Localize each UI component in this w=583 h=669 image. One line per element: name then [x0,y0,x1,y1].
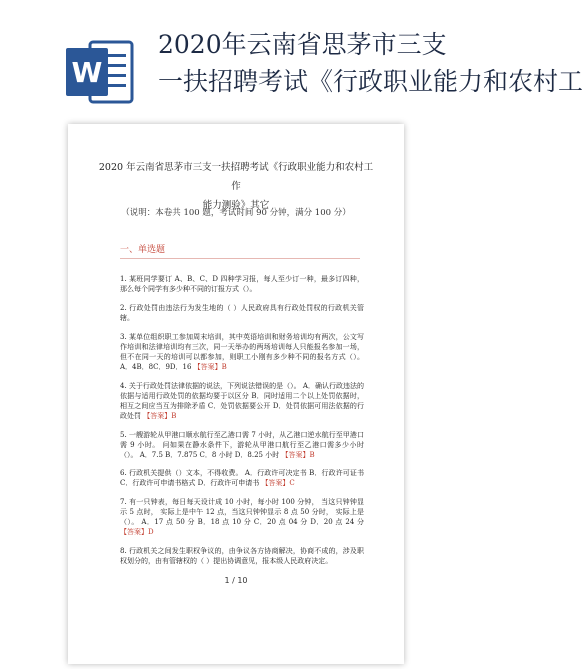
word-document-icon [64,36,136,108]
section-heading: 一、单选题 [120,245,166,255]
question-item [120,381,364,421]
question-text: 8. 行政机关之间发生职权争议的，由争议各方协商解决，协商不成的，涉及职权划分的，由有管辖权的（ ）提出协调意见，报本级人民政府决定。 [120,547,364,565]
document-banner [0,0,583,118]
document-title-line-1: 2020 年云南省思茅市三支一扶招聘考试《行政职业能力和农村工作 [98,162,374,192]
question-text: 1. 某班同学要订 A、B、C、D 四种学习报，每人至少订一种，最多订四种，那么每个同学有多少种不同的订报方式（）。 [120,275,364,293]
question-text: 2. 行政处罚由违法行为发生地的（ ）人民政府具有行政处罚权的行政机关管辖。 [120,304,364,322]
question-text: 7. 有一只钟表，每日每天设计成 10 小时，每小时 100 分钟， 当这只钟钟显示 5 点时， 实际上是中午 12 点，当这只钟钟显示 8 点 50 分时， 实际上是（）。 A．17 点 50 分 B．18 点 10 分 C．20 点 04 分 D．20 点 24 分 [120,498,364,526]
exam-note: （说明：本卷共 100 题，考试时间 90 分钟，满分 100 分） [121,208,351,218]
page-number: 1 / 10 [224,576,248,585]
question-list [120,274,364,575]
question-item [120,546,364,566]
question-item [120,332,364,372]
answer-label: 【答案】D [120,528,154,536]
question-text: 5. 一艘游轮从甲港口顺水航行至乙港口需 7 小时，从乙港口逆水航行至甲港口需 9 小时。 问如果在静水条件下，游轮从甲港口航行至乙港口需多少小时（）。 A．7.5 B．7.875 C．8 小时 D．8.25 小时 [120,431,364,459]
answer-label: 【答案】B [281,451,315,459]
answer-label: 【答案】B [193,363,227,371]
question-text: 3. 某单位组织职工参加周末培训，其中英语培训和财务培训均有两次，公文写作培训和法律培训均有三次，同一天举办的两场培训每人只能报名参加一场，但不在同一天的培训可以都参加，则职工小刚有多少种不同的报名方式（）。 A．4B．8C．9D．16 [120,333,364,371]
question-item [120,274,364,294]
question-text: 6. 行政机关提供（）文本，不得收费。 A．行政许可决定书 B．行政许可证书 C．行政许可申请书格式 D．行政许可申请书 [120,469,364,487]
question-item [120,468,364,488]
banner-title [158,26,583,100]
document-page [68,124,404,664]
banner-title-line-2: 一扶招聘考试《行政职业能力和农村工 [158,67,583,96]
question-item [120,303,364,323]
answer-label: 【答案】C [261,479,295,487]
question-item [120,497,364,537]
banner-title-line-1: 2020年云南省思茅市三支 [158,30,447,59]
section-divider [120,258,360,259]
question-item [120,430,364,460]
question-text: 4. 关于行政处罚法律依据的说法，下列说法错误的是（）。 A．确认行政违法的依据与适用行政处罚的依据均要于以区分 B．同时适用二个以上处罚依据时， 相互之间应当互为排除矛盾 C．处罚依据要公开 D．处罚依据可用法依据的行政处罚 [120,382,364,420]
answer-label: 【答案】B [143,412,177,420]
word-icon-letter: W [71,56,103,89]
document-title-line-2: 能力测验》其它 [202,200,270,211]
